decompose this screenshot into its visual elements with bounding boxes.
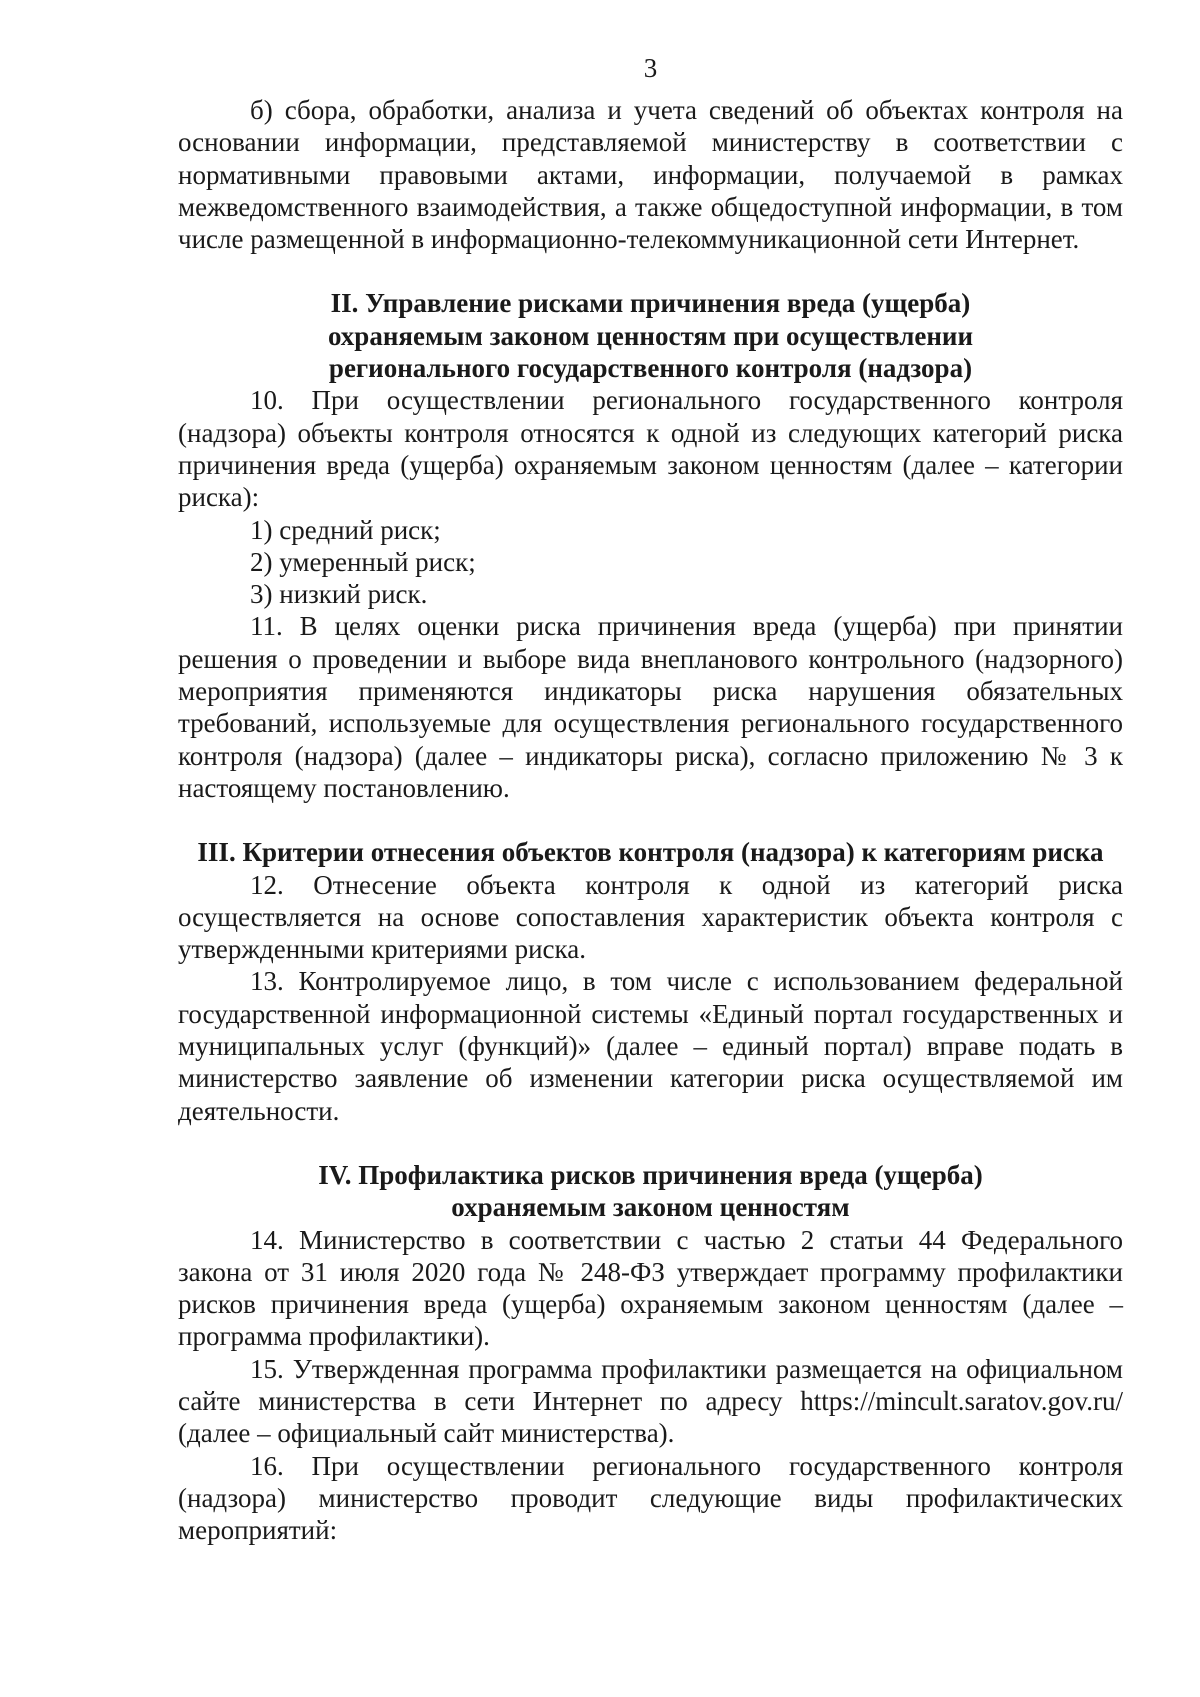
paragraph-15: 15. Утвержденная программа профилактики размещается на официальном сайте министерства в сети Интернет по адресу https://mincult.saratov.gov.ru/ (далее – официальный сайт министерства). <box>178 1353 1123 1449</box>
page-number: 3 <box>643 53 658 83</box>
section-4-heading-line: IV. Профилактика рисков причинения вреда (ущерба) <box>318 1159 983 1190</box>
list-item-risk-low: 3) низкий риск. <box>250 579 428 610</box>
section-4 <box>178 1159 1123 1547</box>
section-3-heading <box>178 836 1123 868</box>
paragraph-12: 12. Отнесение объекта контроля к одной из категорий риска осуществляется на основе сопоставления характеристик объекта контроля с утвержденными критериями риска. <box>178 869 1123 965</box>
paragraph-13: 13. Контролируемое лицо, в том числе с использованием федеральной государственной информационной системы «Единый портал государственных и муниципальных услуг (функций)» (далее – единый портал) вправе подать в министерство заявление об изменении категории риска осуществляемой им деятельности. <box>178 966 1123 1126</box>
section-3-heading-line: III. Критерии отнесения объектов контроля (надзора) к категориям риска <box>197 837 1104 868</box>
section-2-heading-line: регионального государственного контроля (надзора) <box>328 353 973 384</box>
section-spacer <box>178 1127 1123 1159</box>
section-4-heading <box>178 1159 1123 1224</box>
section-2-heading-line: охраняемым законом ценностям при осуществлении <box>327 320 974 351</box>
section-2 <box>178 287 1123 804</box>
section-3 <box>178 836 1123 1127</box>
section-spacer <box>178 804 1123 836</box>
paragraph-14: 14. Министерство в соответствии с частью 2 статьи 44 Федерального закона от 31 июля 2020 года № 248-ФЗ утверждает программу профилактики рисков причинения вреда (ущерба) охраняемым законом ценностям (далее – программа профилактики). <box>178 1224 1123 1352</box>
paragraph-16: 16. При осуществлении регионального государственного контроля (надзора) министерство проводит следующие виды профилактических мероприятий: <box>178 1450 1123 1546</box>
section-2-heading-line: II. Управление рисками причинения вреда (ущерба) <box>330 288 971 319</box>
paragraph-10: 10. При осуществлении регионального государственного контроля (надзора) объекты контроля относятся к одной из следующих категорий риска причинения вреда (ущерба) охраняемым законом ценностям (далее – категории риска): <box>178 385 1123 513</box>
section-2-heading <box>178 287 1123 384</box>
list-item-risk-moderate: 2) умеренный риск; <box>250 546 476 577</box>
document-page <box>178 52 1123 1546</box>
list-item-risk-medium: 1) средний риск; <box>250 514 441 545</box>
section-spacer <box>178 255 1123 287</box>
paragraph-11: 11. В целях оценки риска причинения вреда (ущерба) при принятии решения о проведении и выборе вида внепланового контрольного (надзорного) мероприятия применяются индикаторы риска нарушения обязательных требований, используемые для осуществления регионального государственного контроля (надзора) (далее – индикаторы риска), согласно приложению № 3 к настоящему постановлению. <box>178 611 1123 803</box>
section-4-heading-line: охраняемым законом ценностям <box>451 1192 850 1223</box>
intro-paragraph: б) сбора, обработки, анализа и учета сведений об объектах контроля на основании информации, представляемой министерству в соответствии с нормативными правовыми актами, информации, получаемой в рамках межведомственного взаимодействия, а также общедоступной информации, в том числе размещенной в информационно-телекоммуникационной сети Интернет. <box>178 95 1123 255</box>
